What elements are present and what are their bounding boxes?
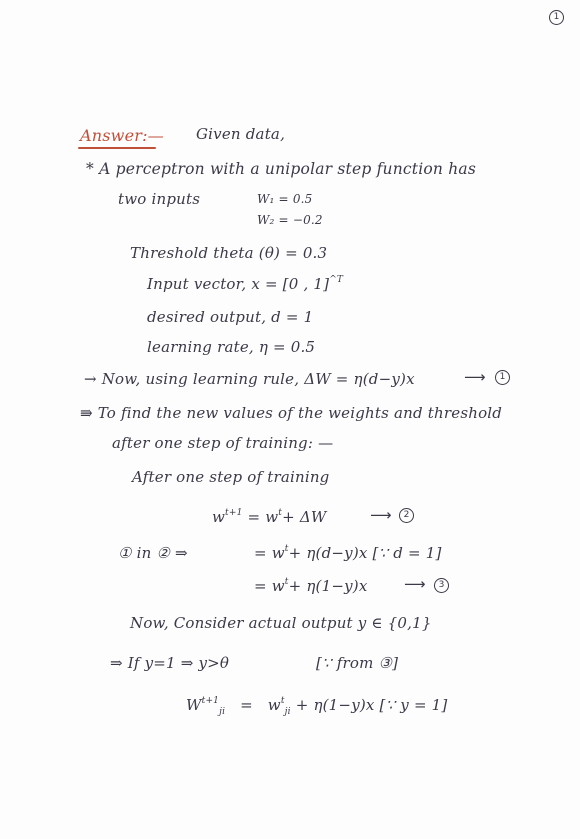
eq-marker-3: 3 xyxy=(434,578,449,593)
perceptron-line: * A perceptron with a unipolar step function has xyxy=(86,160,476,178)
if-condition-line: ⇒ If y=1 ⇒ y>θ xyxy=(110,654,230,672)
eq-marker-1: 1 xyxy=(495,370,510,385)
after-step-line: After one step of training xyxy=(132,468,330,486)
answer-label: Answer:— xyxy=(80,126,164,145)
page-number: 1 xyxy=(549,10,564,25)
simplified-equation: = $w^t+ \eta(1-y)x$ xyxy=(254,577,368,595)
substituted-equation: = $w^t+ \eta(d-y)x$ [∵ d = 1] xyxy=(254,544,442,562)
learning-rate-line: learning rate, η = 0.5 xyxy=(147,338,316,356)
desired-output-line: desired output, d = 1 xyxy=(147,308,314,326)
weight-w1: W₁ = 0.5 xyxy=(257,192,313,206)
threshold-line: Threshold theta (θ) = 0.3 xyxy=(130,244,328,262)
consider-output-line: Now, Consider actual output y ∈ {0,1} xyxy=(130,614,432,632)
two-inputs: two inputs xyxy=(118,190,201,208)
if-condition-note: [∵ from ③] xyxy=(316,654,399,672)
input-vector-line: Input vector, x = [0 , 1]$^{\^{}T}$ xyxy=(147,275,344,293)
update-equation: $w^{t+1} = w^t+ \Delta W$ xyxy=(212,508,327,526)
substitution-label: ① in ② ⇒ xyxy=(118,544,188,562)
find-weights-line-2: after one step of training: — xyxy=(112,434,334,452)
arrow-to-eq3: ⟶ xyxy=(404,575,426,593)
arrow-to-eq1: ⟶ xyxy=(464,368,486,386)
weight-w2: W₂ = −0.2 xyxy=(257,213,323,227)
wji-update-equation: $W^{t+1}_{ji}$ = $w^t_{ji} + \eta(1-y)x$ [∵ y = 1] xyxy=(186,696,448,717)
learning-rule-line: → Now, using learning rule, ΔW = η(d−y)x xyxy=(84,370,415,388)
arrow-to-eq2: ⟶ xyxy=(370,506,392,524)
find-weights-line-1: ⇛ To find the new values of the weights and threshold xyxy=(80,404,503,422)
given-data: Given data, xyxy=(196,125,286,143)
eq-marker-2: 2 xyxy=(399,508,414,523)
answer-underline xyxy=(78,147,156,149)
